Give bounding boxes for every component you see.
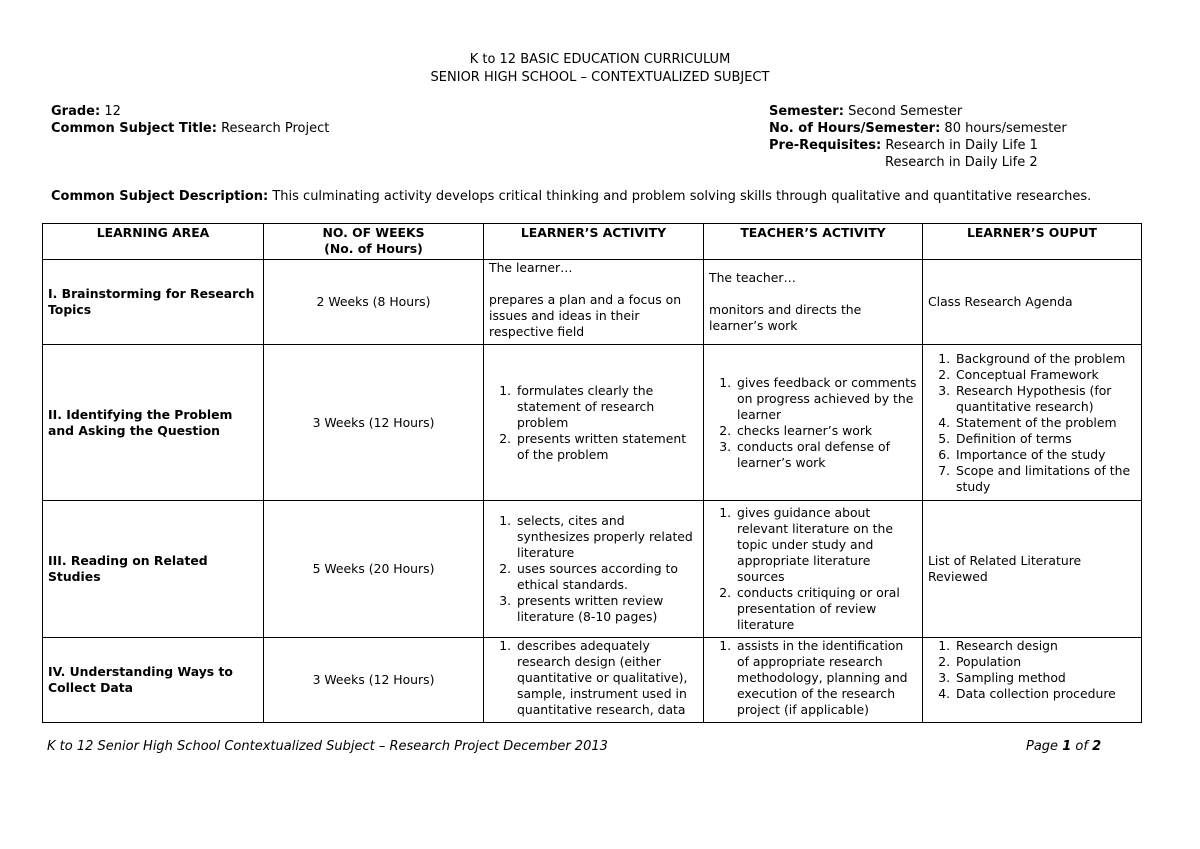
grade-value: 12: [104, 104, 121, 119]
header-learning-area: LEARNING AREA: [43, 224, 264, 260]
row-learner-output: List of Related Literature Reviewed: [923, 501, 1142, 638]
row-weeks: 3 Weeks (12 Hours): [264, 345, 484, 501]
row-learner-output: [923, 345, 1142, 501]
table-row: [43, 501, 1142, 638]
list-item: 1. formulates clearly the statement of research problem: [515, 383, 698, 431]
hours-value: 80 hours/semester: [944, 121, 1067, 136]
row-teacher-activity: [704, 638, 923, 723]
footer-page-number: [1026, 739, 1101, 754]
table-row: [43, 345, 1142, 501]
list-item: 5. Definition of terms: [954, 431, 1136, 447]
description-text: This culminating activity develops critical thinking and problem solving skills through qualitative and quantitative researches.: [272, 189, 1092, 204]
list-item: 2. Conceptual Framework: [954, 367, 1136, 383]
list-item: 1. gives guidance about relevant literature on the topic under study and appropriate literature sources: [735, 505, 917, 585]
table-row: [43, 638, 1142, 723]
list-item: 2. presents written statement of the problem: [515, 431, 698, 463]
row-weeks: 2 Weeks (8 Hours): [264, 260, 484, 345]
row-learner-activity: [484, 260, 704, 345]
row-teacher-activity: [704, 501, 923, 638]
list-item: 1. Background of the problem: [954, 351, 1136, 367]
footer-page-word: Page: [1026, 739, 1059, 754]
prereq-label: Pre-Requisites:: [769, 138, 882, 153]
row-weeks: 3 Weeks (12 Hours): [264, 638, 484, 723]
table-header-row: [43, 224, 1142, 260]
grade-label: Grade:: [51, 104, 101, 119]
list-item: 7. Scope and limitations of the study: [954, 463, 1136, 495]
list-item: 4. Statement of the problem: [954, 415, 1136, 431]
row-learner-activity: [484, 501, 704, 638]
list-item: 1. selects, cites and synthesizes properly related literature: [515, 513, 698, 561]
list-item: 1. describes adequately research design (either quantitative or qualitative), sample, instrument used in quantitative research, data: [515, 638, 698, 718]
header-learner-activity: LEARNER’S ACTIVITY: [484, 224, 704, 260]
learner-text: prepares a plan and a focus on issues and ideas in their respective field: [489, 292, 682, 339]
list-item: 2. conducts critiquing or oral presentation of review literature: [735, 585, 917, 633]
teacher-activity-clip: [709, 638, 917, 722]
hours-line: [769, 120, 1067, 137]
row-learning-area: III. Reading on Related Studies: [43, 501, 264, 638]
prereq-line: [769, 137, 1067, 154]
list-item: 3. conducts oral defense of learner’s work: [735, 439, 917, 471]
list-item: 2. uses sources according to ethical standards.: [515, 561, 698, 593]
row-teacher-activity: [704, 345, 923, 501]
curriculum-guide-table: [42, 223, 1142, 723]
list-item: 2. checks learner’s work: [735, 423, 917, 439]
list-item: 2. Population: [954, 654, 1136, 670]
list-item: 6. Importance of the study: [954, 447, 1136, 463]
footer-of-word: of: [1075, 739, 1088, 754]
row-learner-activity: [484, 638, 704, 723]
header-teacher-activity: TEACHER’S ACTIVITY: [704, 224, 923, 260]
header-weeks-label: NO. OF WEEKS: [322, 225, 425, 240]
curriculum-title: K to 12 BASIC EDUCATION CURRICULUM: [469, 52, 731, 67]
row-learning-area: II. Identifying the Problem and Asking the Question: [43, 345, 264, 501]
subject-title-value: Research Project: [221, 121, 330, 136]
semester-value: Second Semester: [848, 104, 963, 119]
footer-document-info: K to 12 Senior High School Contextualized Subject – Research Project December 2013: [47, 739, 608, 754]
curriculum-subtitle: SENIOR HIGH SCHOOL – CONTEXTUALIZED SUBJECT: [430, 70, 770, 85]
learner-intro: The learner…: [489, 260, 573, 275]
header-weeks-sub: (No. of Hours): [324, 241, 423, 256]
semester-label: Semester:: [769, 104, 844, 119]
prereq-line-2: [769, 154, 1067, 171]
learner-activity-clip: [489, 638, 698, 722]
list-item: 1. assists in the identification of appropriate research methodology, planning and execution of the research project (if applicable): [735, 638, 917, 718]
teacher-intro: The teacher…: [709, 270, 796, 285]
description-label: Common Subject Description:: [51, 189, 269, 204]
subject-title-line: [51, 120, 329, 137]
list-item: 3. Research Hypothesis (for quantitative research): [954, 383, 1136, 415]
list-item: 3. presents written review literature (8-10 pages): [515, 593, 698, 625]
table-row: [43, 260, 1142, 345]
grade-line: [51, 103, 329, 120]
hours-label: No. of Hours/Semester:: [769, 121, 941, 136]
list-item: 3. Sampling method: [954, 670, 1136, 686]
list-item: 4. Data collection procedure: [954, 686, 1136, 702]
footer-page-current: 1: [1062, 739, 1072, 754]
row-learning-area: I. Brainstorming for Research Topics: [43, 260, 264, 345]
prereq-value-1: Research in Daily Life 1: [885, 138, 1038, 153]
subject-title-label: Common Subject Title:: [51, 121, 217, 136]
list-item: 1. gives feedback or comments on progress achieved by the learner: [735, 375, 917, 423]
semester-line: [769, 103, 1067, 120]
right-meta-block: [769, 103, 1067, 171]
row-weeks: 5 Weeks (20 Hours): [264, 501, 484, 638]
row-learner-output: Class Research Agenda: [923, 260, 1142, 345]
row-teacher-activity: [704, 260, 923, 345]
list-item: 1. Research design: [954, 638, 1136, 654]
footer-page-total: 2: [1092, 739, 1102, 754]
header-weeks: [264, 224, 484, 260]
row-learner-activity: [484, 345, 704, 501]
left-meta-block: [51, 103, 329, 137]
row-learner-output: [923, 638, 1142, 723]
subject-description: [51, 189, 1091, 205]
prereq-value-2: Research in Daily Life 2: [885, 155, 1038, 170]
teacher-text: monitors and directs the learner’s work: [709, 302, 862, 333]
header-learner-output: LEARNER’S OUPUT: [923, 224, 1142, 260]
row-learning-area: IV. Understanding Ways to Collect Data: [43, 638, 264, 723]
